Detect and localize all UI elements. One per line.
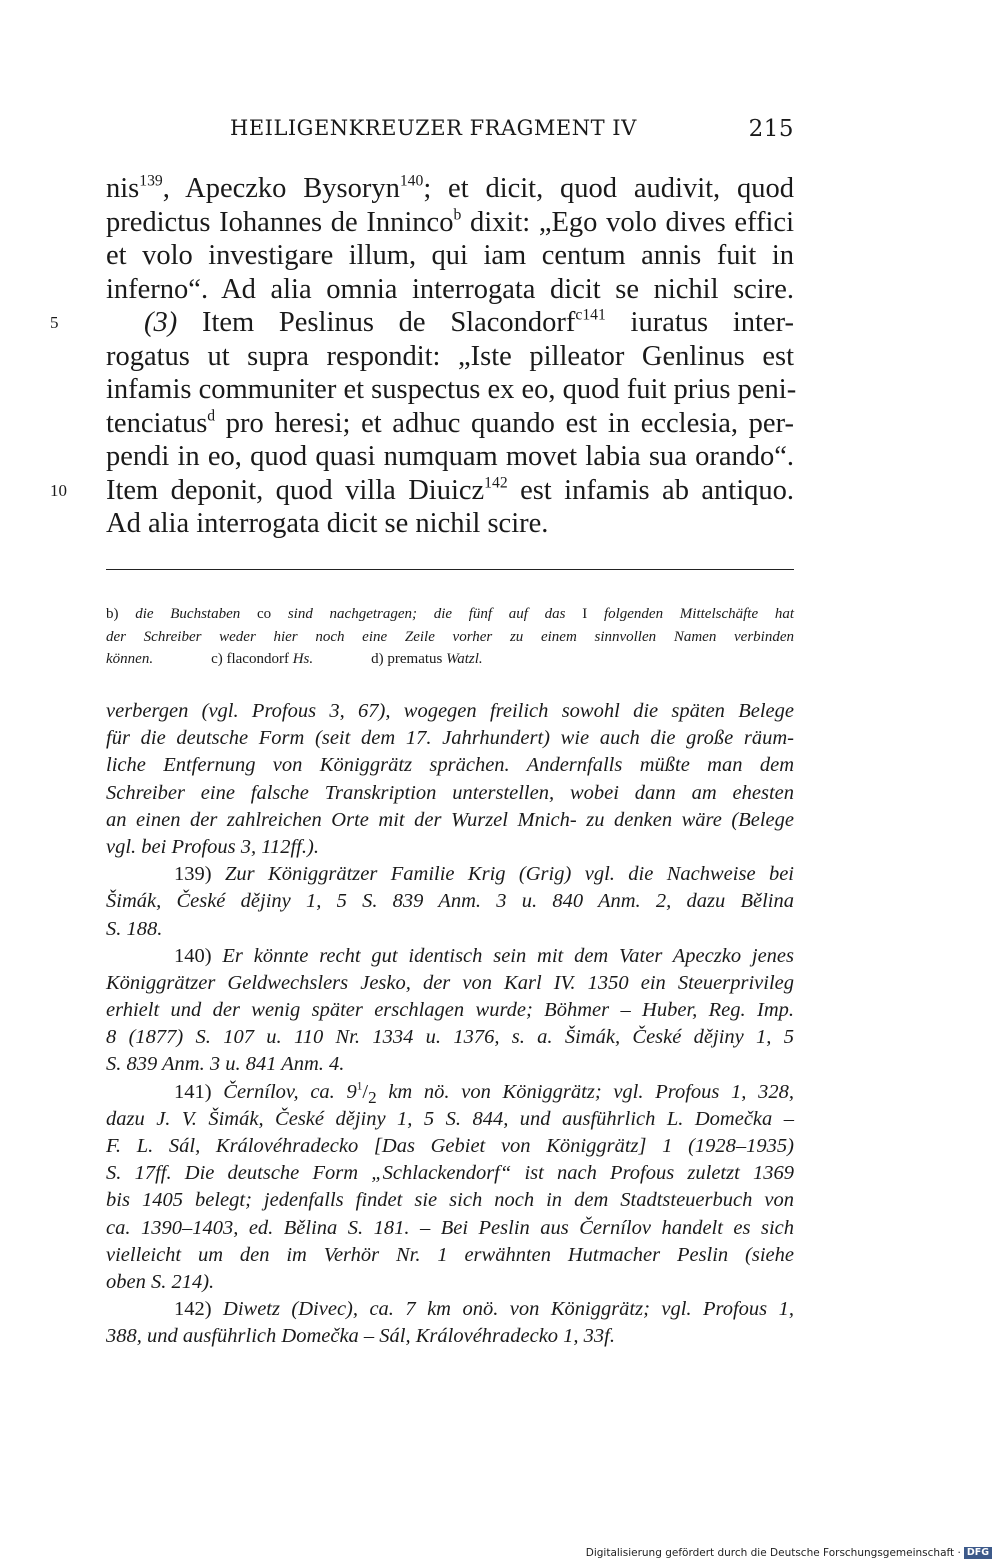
note-line: S. 188.: [106, 917, 163, 940]
note-line: Schreiber eine falsche Transkription unterstellen, wobei dann am ehesten: [106, 781, 794, 804]
note-line: S. 17ff. Die deutsche Form „Schlackendorf“ ist nach Profous zuletzt 1369: [106, 1162, 794, 1185]
commentary-notes: [106, 698, 794, 1351]
running-title: HEILIGENKREUZER FRAGMENT IV: [230, 116, 637, 140]
note-line: 8 (1877) S. 107 u. 110 Nr. 1334 u. 1376, s. a. Šimák, České dějiny 1, 5: [106, 1026, 794, 1049]
note-line: S. 839 Anm. 3 u. 841 Anm. 4.: [106, 1053, 345, 1076]
note-line: erhielt und der wenig später erschlagen wurde; Böhmer – Huber, Reg. Imp.: [106, 999, 794, 1022]
note-line: ca. 1390–1403, ed. Bělina S. 181. – Bei Peslin aus Černílov handelt es sich: [106, 1216, 794, 1239]
apparatus-line: der Schreiber weder hier noch eine Zeile vorher zu einem sinnvollen Namen verbinden: [106, 628, 794, 645]
page-number: 215: [748, 116, 794, 142]
text-line: rogatus ut supra respondit: „Iste pilleator Genlinus est: [106, 340, 794, 372]
dfg-logo: DFG: [964, 1547, 992, 1559]
text-line: tenciatus$^d$ pro heresi; et adhuc quando est in ecclesia, per-: [106, 406, 794, 439]
text-line: predictus Iohannes de Inninco$^b$ dixit: „Ego volo dives effici: [106, 205, 794, 238]
note-line: Šimák, České dějiny 1, 5 S. 839 Anm. 3 u. 840 Anm. 2, dazu Bělina: [106, 890, 794, 913]
note-140-start: 140) Er könnte recht gut identisch sein mit dem Vater Apeczko jenes: [174, 944, 795, 967]
line-number: 5: [50, 313, 59, 332]
text-line: infamis communiter et suspectus ex eo, quod fuit prius peni-: [106, 374, 797, 405]
note-139-start: 139) Zur Königgrätzer Familie Krig (Grig) vgl. die Nachweise bei: [174, 863, 794, 886]
apparatus-line: b) die Buchstaben co sind nachgetragen; die fünf auf das I folgenden Mittelschäfte hat: [106, 606, 794, 622]
note-line: für die deutsche Form (seit dem 17. Jahrhundert) wie auch die große räum-: [106, 727, 794, 750]
note-line: Königgrätzer Geldwechslers Jesko, der von Karl IV. 1350 ein Steuerprivileg: [106, 971, 794, 994]
footnote-divider: [106, 569, 794, 570]
text-line: 10 Item deponit, quod villa Diuicz$^{142}$ est infamis ab antiquo.: [50, 473, 794, 506]
note-line: F. L. Sál, Královéhradecko [Das Gebiet von Königgrätz] 1 (1928–1935): [106, 1135, 794, 1157]
note-line: dazu J. V. Šimák, České dějiny 1, 5 S. 844, und ausführlich L. Domečka –: [106, 1107, 794, 1130]
dfg-credit-text: Digitalisierung gefördert durch die Deutsche Forschungsgemeinschaft ·: [585, 1547, 961, 1559]
text-line: nis$^{139}$, Apeczko Bysoryn$^{140}$; et dicit, quod audivit, quod: [106, 172, 794, 204]
note-line: vielleicht um den im Verhör Nr. 1 erwähnten Hutmacher Peslin (siehe: [106, 1243, 794, 1266]
running-head: [230, 116, 794, 146]
text-line: pendi in eo, quod quasi numquam movet labia sua orando“.: [106, 441, 794, 472]
note-line: bis 1405 belegt; jedenfalls findet sie sich noch in dem Stadtsteuerbuch von: [106, 1189, 794, 1212]
note-line: liche Entfernung von Königgrätz sprächen. Andernfalls müßte man dem: [106, 754, 794, 777]
note-line: oben S. 214).: [106, 1270, 215, 1293]
text-line: 5 (3) Item Peslinus de Slacondorf$^{c141}$ iuratus inter-: [50, 306, 794, 338]
apparatus-line: können. c) flacondorf Hs. d) prematus Watzl.: [106, 651, 483, 667]
text-line: inferno“. Ad alia omnia interrogata dicit se nichil scire.: [106, 273, 794, 305]
note-line: an einen der zahlreichen Orte mit der Wurzel Mnich- zu denken wäre (Belege: [106, 808, 794, 831]
note-line: 388, und ausführlich Domečka – Sál, Královéhradecko 1, 33f.: [106, 1325, 616, 1348]
dfg-credit: [586, 1545, 992, 1561]
critical-apparatus: [106, 603, 794, 671]
note-line: vgl. bei Profous 3, 112ff.).: [106, 835, 319, 858]
text-line: Ad alia interrogata dicit se nichil scire.: [106, 508, 549, 539]
note-141-start: 141) Černílov, ca. $9^1/_2$ km nö. von Königgrätz; vgl. Profous 1, 328,: [174, 1080, 795, 1107]
line-number: 10: [50, 480, 67, 500]
main-text: [50, 172, 797, 541]
note-line: verbergen (vgl. Profous 3, 67), wogegen freilich sowohl die späten Belege: [106, 700, 794, 722]
note-142-start: 142) Diwetz (Divec), ca. 7 km onö. von Königgrätz; vgl. Profous 1,: [174, 1298, 794, 1321]
text-line: et volo investigare illum, qui iam centum annis fuit in: [106, 240, 794, 271]
